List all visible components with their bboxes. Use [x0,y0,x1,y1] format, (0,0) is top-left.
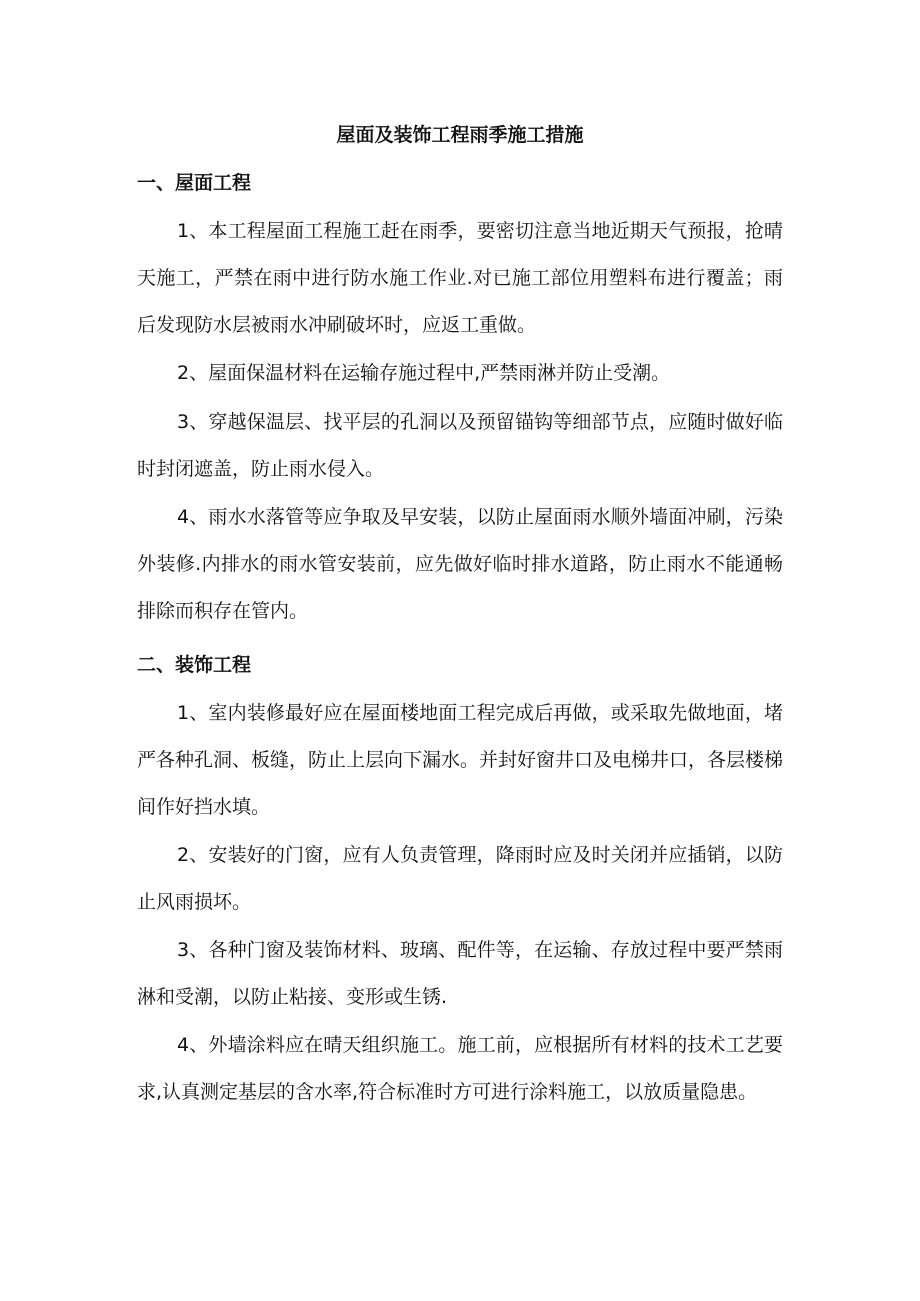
decoration-item-2: 2、安装好的门窗，应有人负责管理，降雨时应及时关闭并应插销，以防止风雨损坏。 [137,844,783,913]
roof-item-4: 4、雨水水落管等应争取及早安装，以防止屋面雨水顺外墙面冲刷，污染外装修.内排水的雨水管安装前，应先做好临时排水道路，防止雨水不能通畅排除而积存在管内。 [137,506,783,622]
decoration-item-1: 1、室内装修最好应在屋面楼地面工程完成后再做，或采取先做地面，堵严各种孔洞、板缝，防止上层向下漏水。并封好窗井口及电梯井口，各层楼梯间作好挡水填。 [137,702,784,818]
roof-item-1: 1、本工程屋面工程施工赶在雨季，要密切注意当地近期天气预报，抢晴天施工，严禁在雨中进行防水施工作业.对已施工部位用塑料布进行覆盖；雨后发现防水层被雨水冲刷破坏时，应返工重做。 [137,220,783,336]
section-heading-decoration: 二、装饰工程 [137,654,252,676]
roof-item-2: 2、屋面保温材料在运输存施过程中,严禁雨淋并防止受潮。 [177,362,671,384]
decoration-item-4: 4、外墙涂料应在晴天组织施工。施工前，应根据所有材料的技术工艺要求,认真测定基层的含水率,符合标准时方可进行涂料施工，以放质量隐患。 [137,1034,783,1103]
document-title: 屋面及装饰工程雨季施工措施 [336,124,584,146]
roof-item-3: 3、穿越保温层、找平层的孔洞以及预留锚钩等细部节点，应随时做好临时封闭遮盖，防止雨水侵入。 [137,411,783,480]
section-heading-roof: 一、屋面工程 [137,172,252,194]
decoration-item-3: 3、各种门窗及装饰材料、玻璃、配件等，在运输、存放过程中要严禁雨淋和受潮，以防止粘接、变形或生锈. [137,939,783,1008]
